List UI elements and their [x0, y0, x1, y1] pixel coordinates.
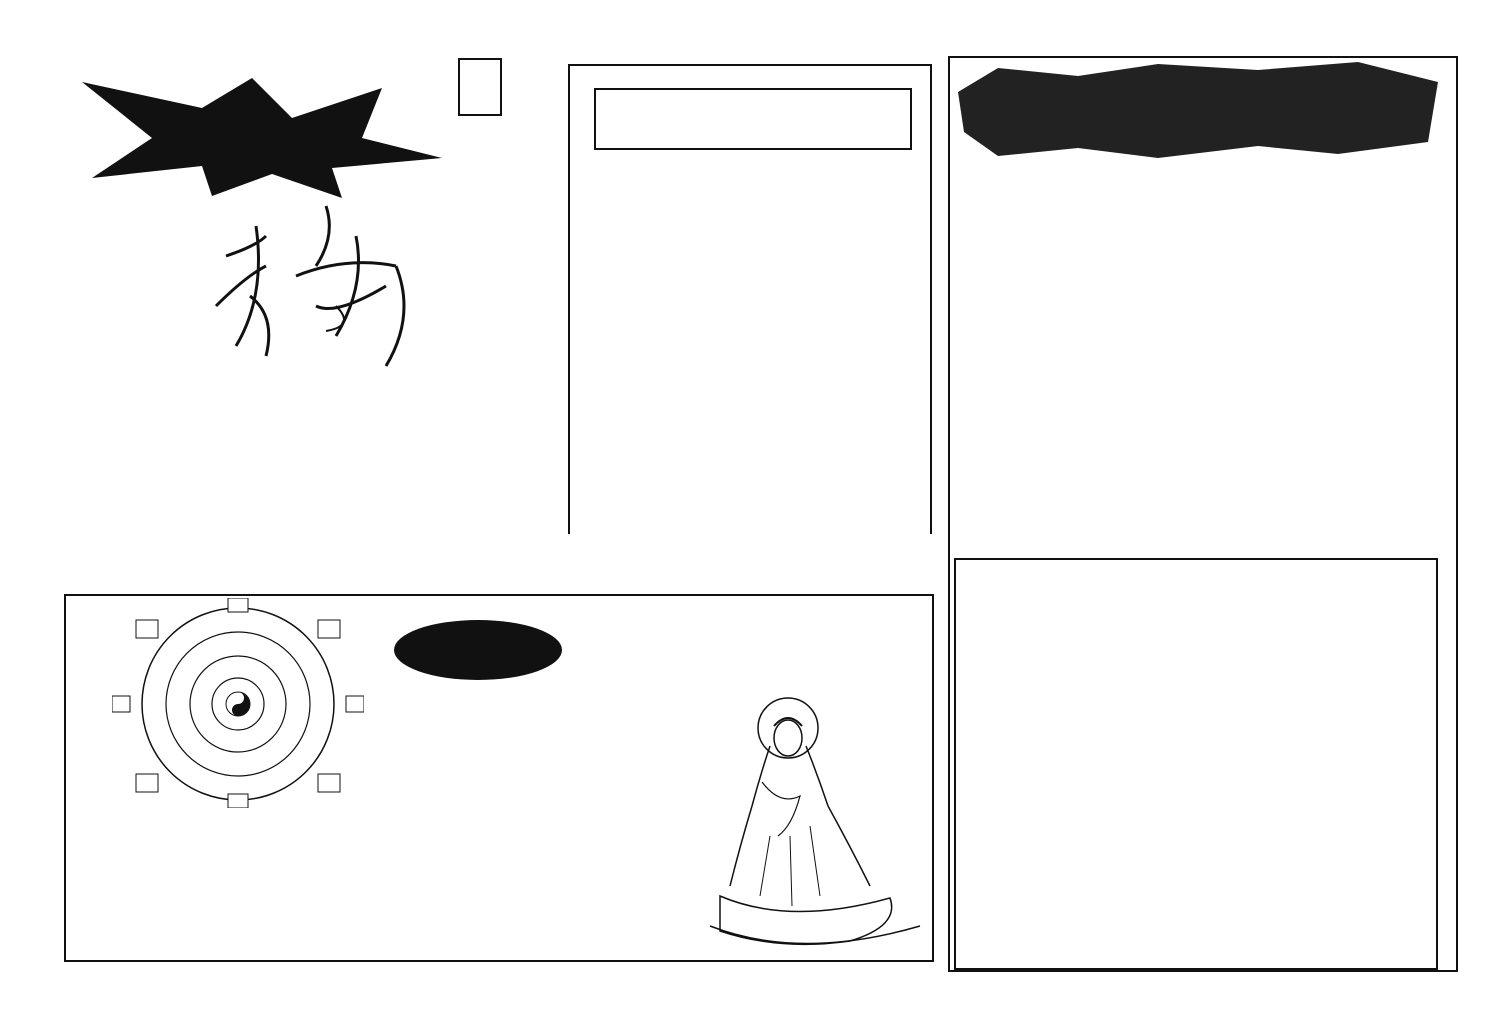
bagua-compass	[112, 598, 364, 808]
zodiac-poem-title	[594, 88, 912, 150]
bagua-compass-diagram	[112, 598, 364, 808]
bottom-border-band	[20, 974, 1500, 1008]
provider-char	[460, 87, 480, 114]
mystic-chase-title	[394, 612, 894, 682]
calligraphy-dog	[196, 196, 426, 376]
right-border-band	[1464, 40, 1498, 980]
provider-box	[458, 58, 502, 116]
liuhe-yuncai-title	[82, 78, 452, 188]
dog-calligraphy-icon	[196, 196, 426, 376]
hexagram-title	[122, 822, 200, 838]
grunge-banner-icon	[958, 62, 1438, 158]
provider-char	[460, 60, 480, 87]
starburst-icon	[82, 78, 452, 198]
goddess-illustration	[700, 686, 930, 961]
provider-char	[480, 87, 500, 114]
provider-char	[480, 60, 500, 87]
zodiac-poem-grid	[600, 190, 910, 530]
left-border-band	[2, 40, 36, 980]
star-number-grid	[954, 558, 1438, 970]
guanyin-figure-icon	[700, 686, 930, 961]
top-border-band	[0, 6, 1500, 42]
nine-palace-title	[958, 62, 1448, 158]
title-oval	[394, 620, 562, 680]
